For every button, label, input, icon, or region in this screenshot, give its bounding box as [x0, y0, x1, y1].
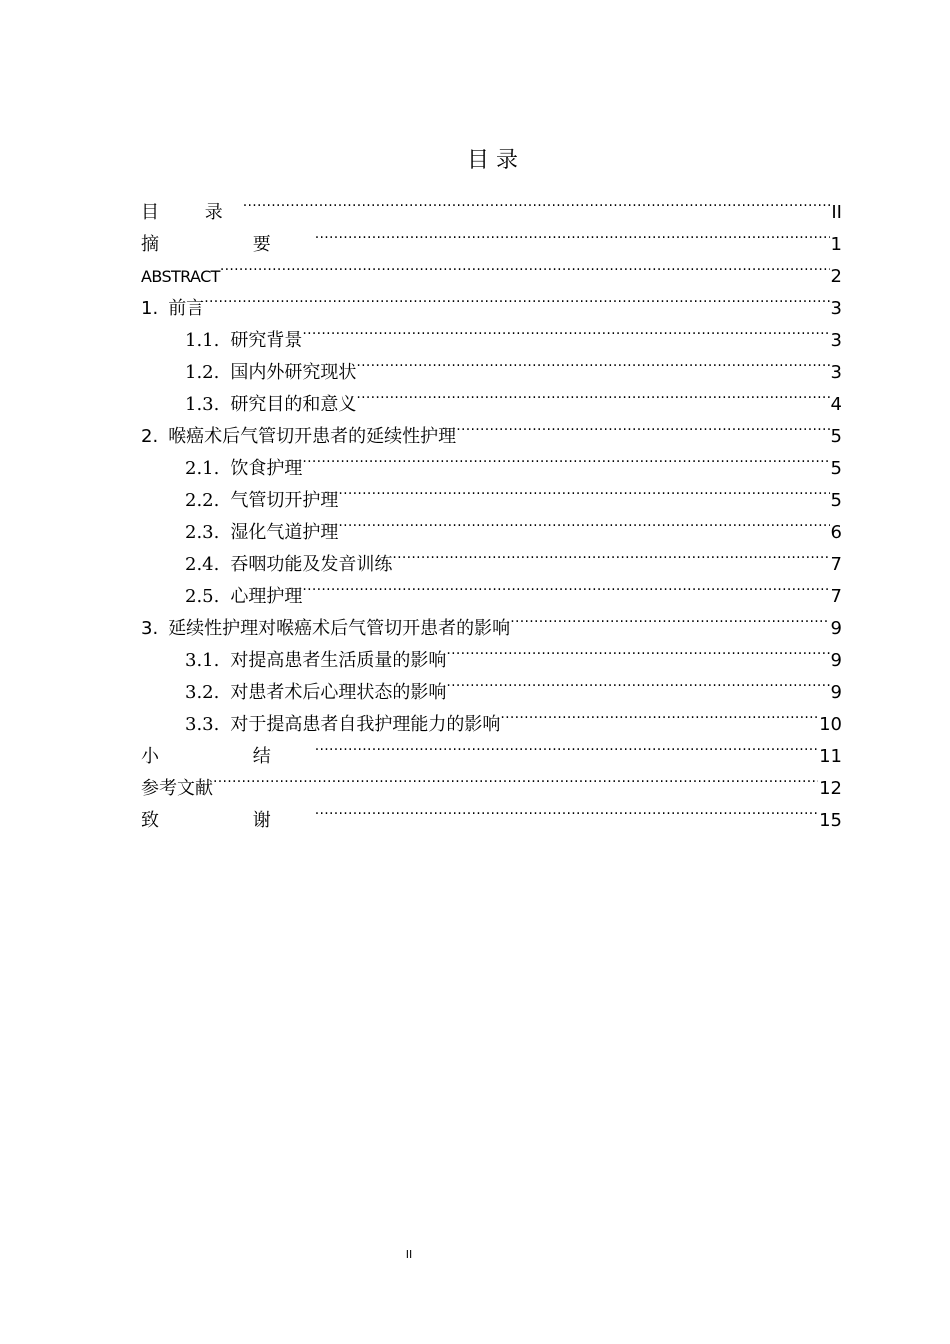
toc-leader-dots	[302, 314, 829, 346]
toc-entry[interactable]	[141, 762, 842, 799]
toc-entry-number: 1.3.	[185, 394, 220, 415]
toc-title: 目 录	[467, 148, 518, 173]
toc-entry-page: 3	[830, 298, 842, 319]
toc-entry-page: 4	[830, 394, 842, 415]
toc-entry[interactable]	[141, 186, 842, 223]
toc-leader-dots	[500, 698, 818, 730]
toc-leader-dots	[213, 762, 818, 794]
toc-entry-number: 2.1.	[185, 458, 220, 479]
toc-entry[interactable]	[141, 282, 842, 319]
toc-entry-label: 前言	[168, 298, 205, 319]
toc-entry-number: 2.2.	[185, 490, 220, 511]
toc-leader-dots	[315, 794, 818, 826]
toc-entry-label: 摘 要	[141, 234, 315, 255]
toc-entry-label: 参考文献	[141, 778, 213, 799]
toc-entry-label: 对患者术后心理状态的影响	[230, 682, 447, 703]
toc-entry-page: 11	[819, 746, 842, 767]
toc-entry-label: ABSTRACT	[141, 267, 220, 286]
toc-entry-page: 9	[830, 618, 842, 639]
toc-entry-label: 饮食护理	[230, 458, 303, 479]
toc-entry-number: 3.2.	[185, 682, 220, 703]
toc-entry-label: 气管切开护理	[230, 490, 339, 511]
toc-entry-page: 2	[830, 266, 842, 287]
toc-entry-label: 对提高患者生活质量的影响	[230, 650, 447, 671]
toc-entry-number: 2.5.	[185, 586, 220, 607]
toc-entry-label: 研究目的和意义	[230, 394, 357, 415]
toc-leader-dots	[392, 538, 829, 570]
toc-leader-dots	[302, 442, 829, 474]
toc-leader-dots	[356, 346, 829, 378]
toc-leader-dots	[338, 474, 829, 506]
toc-entry-number: 1.2.	[185, 362, 220, 383]
toc-entry-label: 湿化气道护理	[230, 522, 339, 543]
toc-entry-page: 9	[830, 650, 842, 671]
toc-entry-page: 9	[830, 682, 842, 703]
toc-entry-label: 延续性护理对喉癌术后气管切开患者的影响	[168, 618, 511, 639]
toc-leader-dots	[204, 282, 829, 314]
toc-entry-label: 小 结	[141, 746, 315, 767]
toc-entry[interactable]	[141, 250, 842, 287]
toc-entry-label: 心理护理	[230, 586, 303, 607]
toc-entry-label: 研究背景	[230, 330, 303, 351]
toc-leader-dots	[338, 506, 829, 538]
toc-entry-page: 12	[819, 778, 842, 799]
toc-leader-dots	[446, 666, 829, 698]
toc-entry-label: 国内外研究现状	[230, 362, 357, 383]
toc-entry-number: 3.3.	[185, 714, 220, 735]
toc-entry-page: 10	[819, 714, 842, 735]
toc-leader-dots	[315, 730, 818, 762]
toc-leader-dots	[315, 218, 830, 250]
toc-entry-page: 7	[830, 586, 842, 607]
toc-entry-label: 对于提高患者自我护理能力的影响	[230, 714, 501, 735]
toc-entry-label: 目 录	[141, 202, 243, 223]
toc-leader-dots	[446, 634, 829, 666]
toc-entry[interactable]	[141, 794, 842, 831]
page-number-footer: II	[405, 1248, 413, 1261]
toc-entry-label: 致 谢	[141, 810, 315, 831]
toc-leader-dots	[302, 570, 829, 602]
toc-entry-number: 2.4.	[185, 554, 220, 575]
toc-entry-page: 3	[830, 330, 842, 351]
toc-entry-label: 吞咽功能及发音训练	[230, 554, 393, 575]
toc-entry-page: 7	[830, 554, 842, 575]
toc-entry[interactable]	[141, 314, 842, 351]
toc-entry-page: II	[831, 202, 842, 223]
toc-entry-number: 2.3.	[185, 522, 220, 543]
toc-entry-page: 5	[830, 458, 842, 479]
toc-leader-dots	[510, 602, 829, 634]
toc-entry-number: 2.	[141, 426, 159, 447]
toc-entry-page: 1	[830, 234, 842, 255]
toc-leader-dots	[220, 250, 830, 282]
toc-leader-dots	[356, 378, 829, 410]
toc-leader-dots	[243, 186, 831, 218]
toc-entry-page: 5	[830, 426, 842, 447]
toc-entry-page: 3	[830, 362, 842, 383]
toc-entry-number: 3.	[141, 618, 159, 639]
toc-entry-label: 喉癌术后气管切开患者的延续性护理	[168, 426, 457, 447]
toc-entry-page: 15	[819, 810, 842, 831]
toc-entry-page: 5	[830, 490, 842, 511]
toc-list	[141, 186, 842, 831]
toc-entry-number: 3.1.	[185, 650, 220, 671]
toc-leader-dots	[456, 410, 829, 442]
toc-entry-page: 6	[830, 522, 842, 543]
toc-entry-number: 1.	[141, 298, 159, 319]
toc-entry[interactable]	[141, 218, 842, 255]
toc-entry-number: 1.1.	[185, 330, 220, 351]
